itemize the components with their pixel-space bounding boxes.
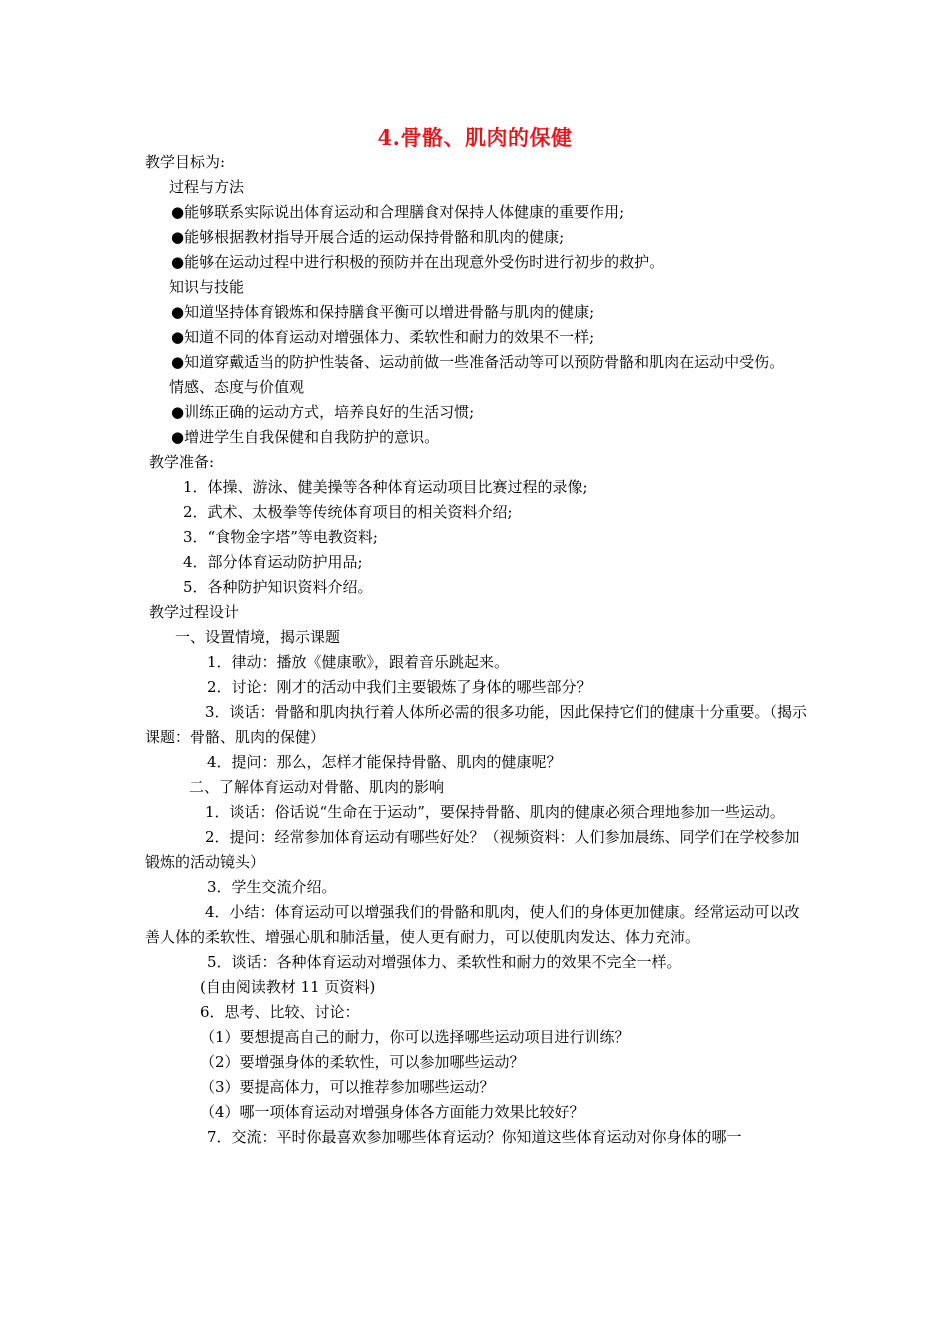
section2-item: 2．提问：经常参加体育运动有哪些好处？（视频资料：人们参加晨练、同学们在学校参加锻炼的活动镜头） [145,828,800,871]
section2-heading: 二、了解体育运动对骨骼、肌肉的影响 [189,778,445,796]
process-heading: 过程与方法 [169,178,245,196]
section2-item: （3）要提高体力，可以推荐参加哪些运动？ [200,1078,495,1096]
process-item: ●能够根据教材指导开展合适的运动保持骨骼和肌肉的健康; [171,228,565,246]
section2-item: （1）要想提高自己的耐力，你可以选择哪些运动项目进行训练？ [200,1028,630,1046]
section2-item: （4）哪一项体育运动对增强身体各方面能力效果比较好？ [200,1103,585,1121]
section1-item: 1．律动：播放《健康歌》，跟着音乐跳起来。 [207,653,510,671]
section2-item: 6．思考、比较、讨论： [200,1003,360,1021]
document-title: 4.骨骼、肌肉的保健 [377,125,573,150]
design-heading: 教学过程设计 [149,603,240,621]
section2-item: 1．谈话：俗话说“生命在于运动”，要保持骨骼、肌肉的健康必须合理地参加一些运动。 [205,803,785,821]
section1-item: 2．讨论：刚才的活动中我们主要锻炼了身体的哪些部分？ [207,678,592,696]
prep-item: 2．武术、太极拳等传统体育项目的相关资料介绍; [183,503,513,521]
knowledge-item: ●知道穿戴适当的防护性装备、运动前做一些准备活动等可以预防骨骼和肌肉在运动中受伤。 [171,353,785,371]
section2-item: 7．交流：平时你最喜欢参加哪些体育运动？你知道这些体育运动对你身体的哪一 [207,1128,742,1146]
emotion-item: ●训练正确的运动方式，培养良好的生活习惯; [171,403,475,421]
section1-item: 4．提问：那么，怎样才能保持骨骼、肌肉的健康呢？ [207,753,562,771]
emotion-heading: 情感、态度与价值观 [169,378,305,396]
section2-item: 3．学生交流介绍。 [207,878,337,896]
process-item: ●能够联系实际说出体育运动和合理膳食对保持人体健康的重要作用; [171,203,625,221]
goals-heading: 教学目标为: [145,153,226,171]
section2-item: 4．小结：体育运动可以增强我们的骨骼和肌肉，使人们的身体更加健康。经常运动可以改善人体的柔软性、增强心肌和肺活量，使人更有耐力，可以使肌肉发达、体力充沛。 [145,903,800,946]
section1-item: 3．谈话：骨骼和肌肉执行着人体所必需的很多功能，因此保持它们的健康十分重要。（揭示课题：骨骼、肌肉的保健） [145,703,808,746]
prep-item: 1．体操、游泳、健美操等各种体育运动项目比赛过程的录像; [183,478,588,496]
prep-item: 5．各种防护知识资料介绍。 [183,578,373,596]
prep-item: 3．“食物金字塔”等电教资料; [183,528,378,546]
section1-heading: 一、设置情境，揭示课题 [175,628,341,646]
section2-item: （2）要增强身体的柔软性，可以参加哪些运动？ [200,1053,525,1071]
section2-item: 5．谈话：各种体育运动对增强体力、柔软性和耐力的效果不完全一样。 [207,953,682,971]
prep-heading: 教学准备: [149,453,215,471]
section2-item: (自由阅读教材 11 页资料) [200,978,376,996]
knowledge-heading: 知识与技能 [169,278,245,296]
knowledge-item: ●知道坚持体育锻炼和保持膳食平衡可以增进骨骼与肌肉的健康; [171,303,595,321]
process-item: ●能够在运动过程中进行积极的预防并在出现意外受伤时进行初步的救护。 [171,253,665,271]
emotion-item: ●增进学生自我保健和自我防护的意识。 [171,428,440,446]
knowledge-item: ●知道不同的体育运动对增强体力、柔软性和耐力的效果不一样; [171,328,595,346]
document-body [145,150,813,1150]
prep-item: 4．部分体育运动防护用品; [183,553,363,571]
